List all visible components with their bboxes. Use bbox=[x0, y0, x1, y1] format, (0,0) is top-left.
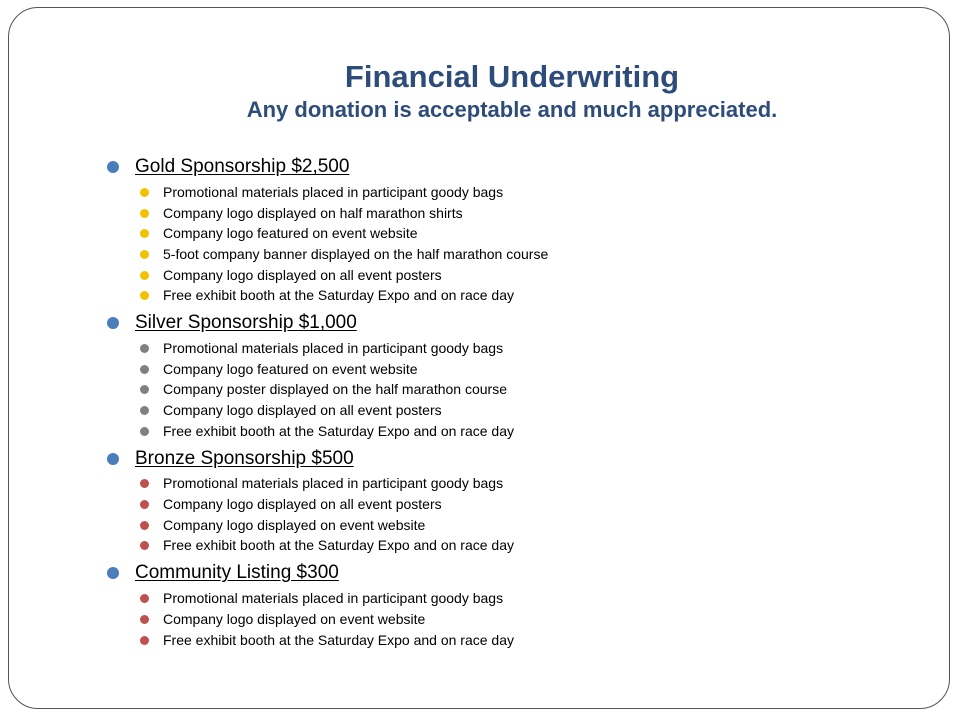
benefit-bullet-icon bbox=[140, 615, 149, 624]
tier-bullet-icon bbox=[107, 453, 119, 465]
benefit-text: Company logo displayed on event website bbox=[163, 516, 426, 533]
benefit-text: Promotional materials placed in participant goody bags bbox=[163, 590, 504, 607]
benefit-text: Free exhibit booth at the Saturday Expo and on race day bbox=[163, 537, 515, 554]
benefit-bullet-icon bbox=[140, 479, 149, 488]
benefit-bullet-icon bbox=[140, 188, 149, 197]
benefit-bullet-icon bbox=[140, 541, 149, 550]
benefit-item bbox=[140, 494, 907, 515]
tier-label-gold: Gold Sponsorship $2,500 bbox=[135, 156, 350, 177]
benefit-item bbox=[140, 609, 907, 630]
tier-label-bronze: Bronze Sponsorship $500 bbox=[135, 447, 354, 469]
benefit-bullet-icon bbox=[140, 365, 149, 374]
benefit-item bbox=[140, 630, 907, 651]
benefit-text: Promotional materials placed in participant goody bags bbox=[163, 339, 504, 356]
benefit-item bbox=[140, 359, 907, 380]
slide-subtitle: Any donation is acceptable and much appreciated. bbox=[246, 97, 778, 122]
benefit-bullet-icon bbox=[140, 636, 149, 645]
benefit-text: Promotional materials placed in participant goody bags bbox=[163, 183, 504, 200]
benefit-text: Company logo featured on event website bbox=[163, 225, 418, 242]
tier-bronze bbox=[107, 444, 907, 557]
tier-bullet-icon bbox=[107, 567, 119, 579]
benefit-bullet-icon bbox=[140, 250, 149, 259]
benefit-item bbox=[140, 536, 907, 557]
benefit-item bbox=[140, 400, 907, 421]
tier-bullet-icon bbox=[107, 317, 119, 329]
benefit-text: Free exhibit booth at the Saturday Expo and on race day bbox=[163, 631, 515, 648]
sponsorship-list bbox=[107, 152, 907, 652]
benefit-item bbox=[140, 474, 907, 495]
tier-label-community: Community Listing $300 bbox=[135, 562, 339, 584]
benefit-text: Free exhibit booth at the Saturday Expo and on race day bbox=[163, 287, 515, 304]
tier-heading-gold bbox=[107, 152, 907, 182]
benefit-item bbox=[140, 515, 907, 536]
benefit-text: 5-foot company banner displayed on the half marathon course bbox=[163, 245, 549, 262]
benefit-bullet-icon bbox=[140, 209, 149, 218]
benefit-text: Company logo displayed on all event posters bbox=[163, 402, 442, 419]
tier-heading-community bbox=[107, 558, 907, 588]
benefit-bullet-icon bbox=[140, 427, 149, 436]
benefit-item bbox=[140, 244, 907, 265]
benefit-list-gold bbox=[107, 182, 907, 306]
benefit-text: Free exhibit booth at the Saturday Expo and on race day bbox=[163, 422, 515, 439]
tier-heading-silver bbox=[107, 308, 907, 338]
benefit-text: Company logo displayed on event website bbox=[163, 610, 426, 627]
benefit-bullet-icon bbox=[140, 271, 149, 280]
tier-heading-bronze bbox=[107, 444, 907, 474]
benefit-bullet-icon bbox=[140, 500, 149, 509]
benefit-item bbox=[140, 338, 907, 359]
title-block bbox=[0, 58, 960, 124]
benefit-bullet-icon bbox=[140, 406, 149, 415]
benefit-bullet-icon bbox=[140, 594, 149, 603]
benefit-bullet-icon bbox=[140, 385, 149, 394]
benefit-item bbox=[140, 265, 907, 286]
tier-label-silver: Silver Sponsorship $1,000 bbox=[135, 312, 357, 334]
slide-title: Financial Underwriting bbox=[344, 59, 680, 94]
tier-bullet-icon bbox=[107, 161, 119, 173]
benefit-text: Promotional materials placed in participant goody bags bbox=[163, 475, 504, 492]
benefit-list-community bbox=[107, 588, 907, 650]
benefit-item bbox=[140, 588, 907, 609]
benefit-text: Company poster displayed on the half marathon course bbox=[163, 381, 507, 398]
benefit-list-bronze bbox=[107, 474, 907, 557]
benefit-text: Company logo featured on event website bbox=[163, 360, 418, 377]
benefit-text: Company logo displayed on all event posters bbox=[163, 496, 442, 513]
benefit-bullet-icon bbox=[140, 521, 149, 530]
benefit-list-silver bbox=[107, 338, 907, 441]
tier-silver bbox=[107, 308, 907, 441]
benefit-text: Company logo displayed on all event posters bbox=[163, 266, 442, 283]
benefit-item bbox=[140, 182, 907, 203]
benefit-bullet-icon bbox=[140, 291, 149, 300]
tier-gold bbox=[107, 152, 907, 306]
tier-community bbox=[107, 558, 907, 650]
benefit-bullet-icon bbox=[140, 344, 149, 353]
benefit-bullet-icon bbox=[140, 229, 149, 238]
benefit-item bbox=[140, 421, 907, 442]
benefit-item bbox=[140, 285, 907, 306]
benefit-text: Company logo displayed on half marathon shirts bbox=[163, 204, 463, 221]
benefit-item bbox=[140, 223, 907, 244]
benefit-item bbox=[140, 380, 907, 401]
benefit-item bbox=[140, 203, 907, 224]
